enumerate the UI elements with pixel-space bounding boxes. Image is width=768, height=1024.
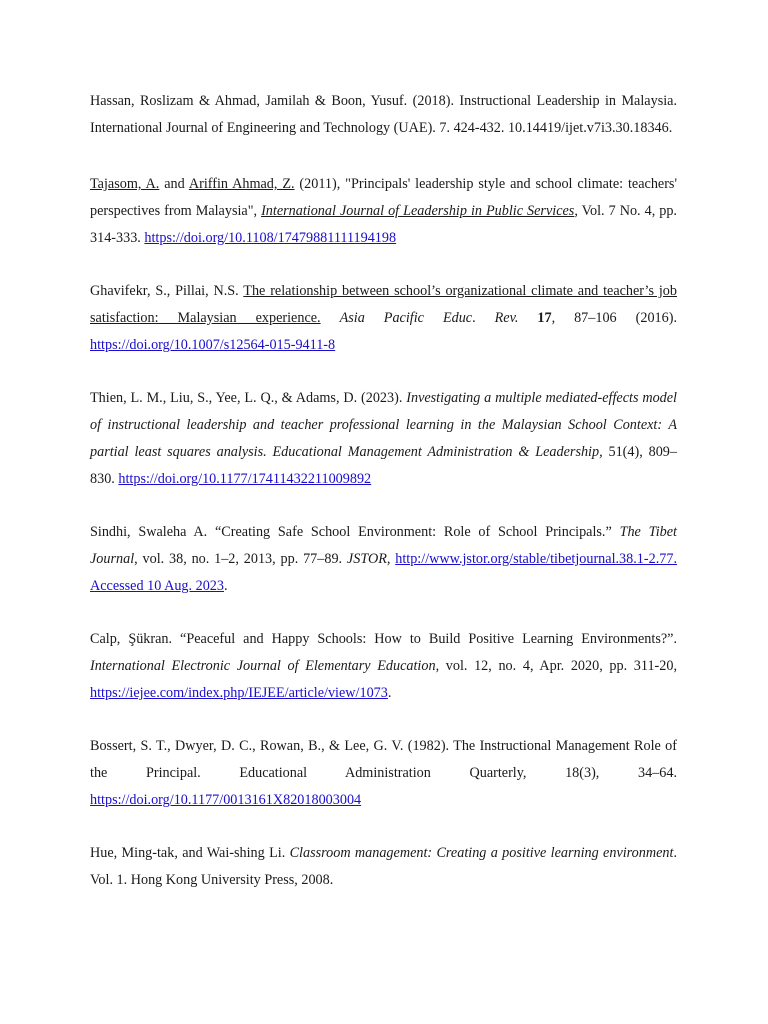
reference-text: Hue, Ming-tak, and Wai-shing Li. <box>90 845 290 861</box>
reference-text: , <box>386 551 396 567</box>
doi-link[interactable]: https://doi.org/10.1108/17479881111194198 <box>144 230 397 246</box>
article-title-link[interactable]: The relationship between school’s organizational climate and teacher’s job satisfaction: Malaysian experience. <box>90 283 677 326</box>
doi-link[interactable]: https://doi.org/10.1177/17411432211009892 <box>118 471 372 487</box>
reference-text: Thien, L. M., Liu, S., Yee, L. Q., & Adams, D. (2023). <box>90 390 407 406</box>
reference-calp-2020 <box>90 626 677 707</box>
reference-text: 51(4), 809–830. <box>90 444 677 487</box>
book-title: Classroom management: Creating a positive learning environment <box>289 845 674 861</box>
reference-ghavifekr-2016 <box>90 278 677 359</box>
author-link-tajasom[interactable]: Tajasom, A. <box>90 176 160 192</box>
jstor-link[interactable]: http://www.jstor.org/stable/tibetjournal.38.1-2.77. Accessed 10 Aug. 2023 <box>90 551 677 594</box>
reference-text: and <box>159 176 189 192</box>
reference-text: (2011), "Principals' leadership style and school climate: teachers' perspectives from Malaysia", <box>90 176 678 219</box>
reference-tajasom-2011 <box>90 171 677 252</box>
reference-text: , vol. 38, no. 1–2, 2013, pp. 77–89. <box>134 551 347 567</box>
reference-text: Sindhi, Swaleha A. “Creating Safe School Environment: Role of School Principals.” <box>90 524 620 540</box>
journal-name: The Tibet Journal <box>90 524 677 567</box>
reference-sindhi-2013 <box>90 519 677 600</box>
article-title: Investigating a multiple mediated-effects model of instructional leadership and teacher professional learning in the Malaysian School Context: A partial least squares analysis. Educational Management Administration & Leadership, <box>90 390 677 460</box>
journal-name: International Electronic Journal of Elementary Education <box>90 658 436 674</box>
journal-abbrev: Rev. <box>494 310 519 326</box>
reference-text: , vol. 12, no. 4, Apr. 2020, pp. 311-20, <box>435 658 677 674</box>
reference-text: Calp, Şükran. “Peaceful and Happy Schools: How to Build Positive Learning Environments?”. <box>90 631 677 647</box>
reference-hue-2008 <box>90 840 677 894</box>
reference-hassan-2018 <box>90 88 677 142</box>
article-link[interactable]: https://iejee.com/index.php/IEJEE/article/view/1073 <box>90 685 388 701</box>
reference-text: Bossert, S. T., Dwyer, D. C., Rowan, B., & Lee, G. V. (1982). The Instructional Management Role of the Principal. Educational Administration Quarterly, 18(3), 34–64. <box>90 738 677 781</box>
doi-link[interactable]: https://doi.org/10.1007/s12564-015-9411-8 <box>90 337 336 353</box>
reference-text: . <box>472 310 495 326</box>
reference-text: Ghavifekr, S., Pillai, N.S. <box>90 283 244 299</box>
reference-text: , Vol. 7 No. 4, pp. 314-333. <box>90 203 677 246</box>
reference-text: . Vol. 1. Hong Kong University Press, 2008. <box>90 845 677 888</box>
author-link-ariffin[interactable]: Ariffin Ahmad, Z. <box>188 176 295 192</box>
journal-link[interactable]: International Journal of Leadership in Public Services <box>261 203 575 219</box>
reference-bossert-1982 <box>90 733 677 814</box>
doi-link[interactable]: https://doi.org/10.1177/0013161X82018003004 <box>90 792 362 808</box>
volume-number: 17 <box>537 310 552 326</box>
reference-thien-2023 <box>90 385 677 493</box>
reference-text <box>321 310 340 326</box>
reference-text <box>518 310 537 326</box>
reference-text: , 87–106 (2016). <box>551 310 678 326</box>
reference-text: Hassan, Roslizam & Ahmad, Jamilah & Boon, Yusuf. (2018). Instructional Leadership in Malaysia. International Journal of Engineering and Technology (UAE). 7. 424-432. 10.14419/ijet.v7i3.30.18346. <box>90 93 677 136</box>
reference-list <box>90 88 677 894</box>
journal-name: Asia Pacific Educ <box>339 310 473 326</box>
reference-text: . <box>387 685 392 701</box>
reference-text: . <box>223 578 228 594</box>
database-name: JSTOR <box>346 551 387 567</box>
